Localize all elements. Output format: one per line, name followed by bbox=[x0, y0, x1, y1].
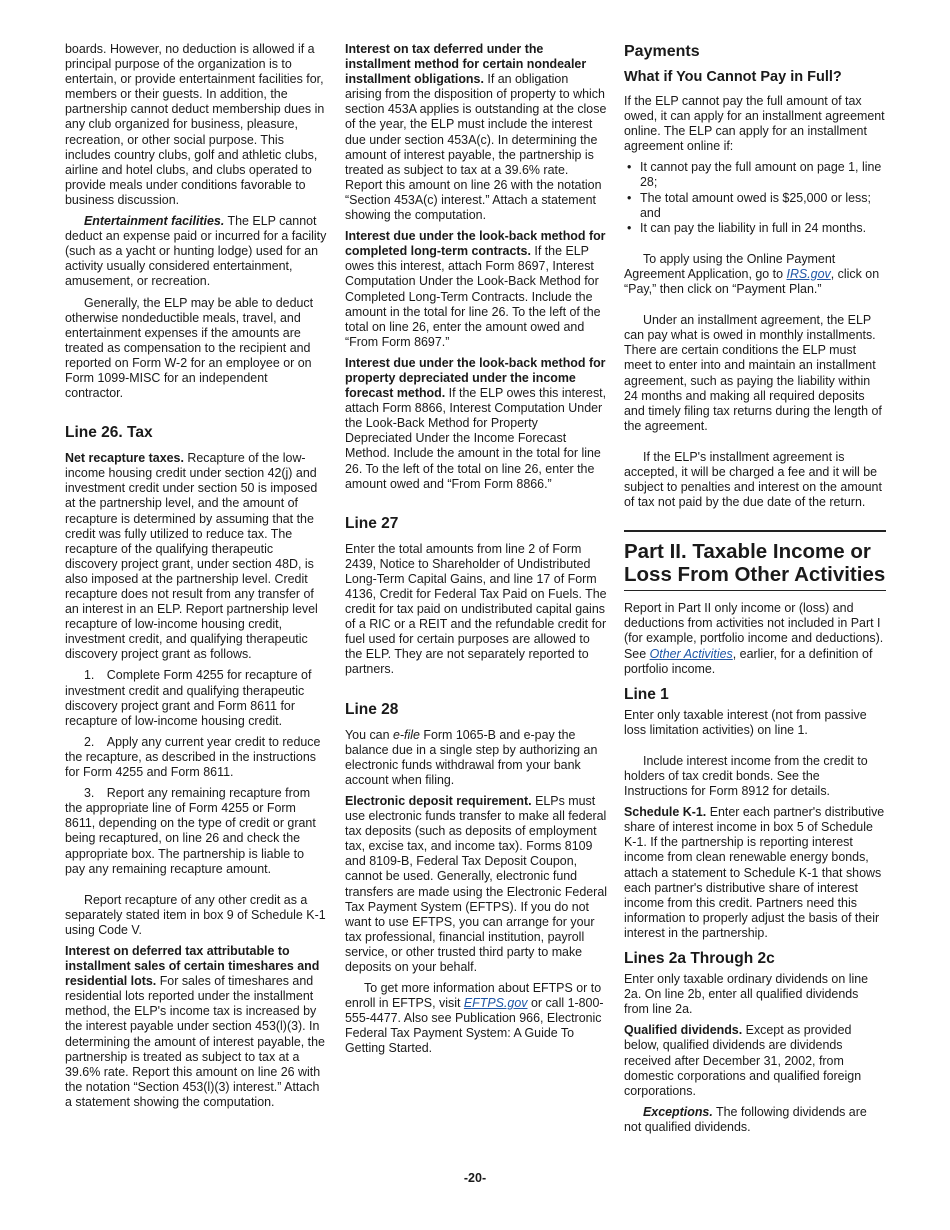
eftps-link[interactable]: EFTPS.gov bbox=[463, 996, 528, 1011]
heading-lines-2a-2c: Lines 2a Through 2c bbox=[624, 950, 775, 968]
run-in-heading: Schedule K-1. bbox=[624, 805, 707, 820]
step-2: 2. Apply any current year credit to reduce the recapture, as described in the instructions for Form 4255 and Form 8611. bbox=[65, 734, 321, 780]
paragraph-installment-fee: If the ELP's installment agreement is accepted, it will be charged a fee and it will be subject to penalties and interest on the amount of tax not paid by the due date of the return. bbox=[624, 449, 882, 510]
paragraph-ordinary-dividends: Enter only taxable ordinary dividends on line 2a. On line 2b, enter all qualified dividends from line 2a. bbox=[624, 972, 869, 1017]
irs-gov-link[interactable]: IRS.gov bbox=[786, 266, 831, 281]
run-in-heading: Interest due under the look-back method for completed long-term contracts. bbox=[345, 229, 606, 259]
paragraph-lookback-contracts: Interest due under the look-back method for completed long-term contracts. If the ELP owes this interest, attach Form 8697, Interest Computation Under the Look-Back Method for Completed Long-Term Contracts. Include the amount in the total for line 26. To the left of the total on line 26, enter the amount owed and “From Form 8697.” bbox=[345, 229, 606, 349]
paragraph-qualified-dividends: Qualified dividends. Except as provided below, qualified dividends are dividends received after December 31, 2002, from domestic corporations and qualified foreign corporations. bbox=[624, 1023, 862, 1098]
paragraph-eftps-info: To get more information about EFTPS or to enroll in EFTPS, visit EFTPS.gov or call 1-800-555-4477. Also see Publication 966, Electronic Federal Tax Payment System: A Guide To Getting Started. bbox=[345, 981, 604, 1056]
list-item: • It cannot pay the full amount on page 1, line 28; bbox=[624, 160, 886, 190]
paragraph-part-ii-intro: Report in Part II only income or (loss) and deductions from activities not included in Part I (for example, portfolio income and deductions). See Other Activities, earlier, for a definition of portfolio income. bbox=[624, 601, 884, 676]
paragraph-tax-credit-bonds: Include interest income from the credit to holders of tax credit bonds. See the Instructions for Form 8912 for details. bbox=[624, 753, 868, 799]
heading-line-27: Line 27 bbox=[345, 514, 399, 532]
column-right bbox=[624, 42, 886, 1141]
heading-line-26-tax: Line 26. Tax bbox=[65, 424, 153, 442]
paragraph-timeshare-interest: Interest on deferred tax attributable to installment sales of certain timeshares and residential lots. For sales of timeshares and residential lots reported under the installment method, the ELP's income tax is increased by the interest payable under section 453(l)(3). In determining the amount of interest payable, the partnership is treated as subject to tax at a 39.6% rate. Report this amount on line 26 with the notation “Section 453(l)(3) interest.” Attach a statement showing the computation. bbox=[65, 943, 325, 1109]
paragraph-installment-interest: Interest on tax deferred under the installment method for certain nondealer installment obligations. If an obligation arising from the disposition of property to which section 453A applies is outstanding at the close of the year, the ELP must include the interest due under section 453A(c). In determining the amount of interest payable, the partnership is treated as subject to tax at a 39.6% rate. Report this amount on line 26 with the notation “Section 453A(c) interest.” Attach a statement showing the computation. bbox=[345, 42, 607, 223]
paragraph-entertainment-facilities: Entertainment facilities. The ELP cannot deduct an expense paid or incurred for a facility (such as a yacht or hunting lodge) used for an activity usually considered entertainment, amusement, or recreation. bbox=[65, 214, 327, 289]
heading-line-28: Line 28 bbox=[345, 700, 399, 718]
paragraph-line-1: Enter only taxable interest (not from passive loss limitation activities) on line 1. bbox=[624, 707, 867, 737]
paragraph-entertainment-dues: boards. However, no deduction is allowed if a principal purpose of the organization is to entertain, or provide entertainment facilities for, members or their guests. In addition, the partnership cannot deduct membership dues in any club organized for business, pleasure, recreation, or other social purpose. This includes country clubs, golf and athletic clubs, airline and hotel clubs, and clubs operated to provide meals under conditions favorable to business discussion. bbox=[65, 42, 325, 207]
list-item: • It can pay the liability in full in 24 months. bbox=[624, 221, 886, 236]
run-in-heading: Entertainment facilities. bbox=[84, 214, 225, 229]
other-activities-link[interactable]: Other Activities bbox=[649, 646, 733, 661]
heading-part-ii: Part II. Taxable Income or Loss From Other Activities bbox=[624, 540, 886, 587]
step-3: 3. Report any remaining recapture from the appropriate line of Form 4255 or Form 8611, depending on the type of credit or grant being recaptured, on line 26 and check the appropriate box. The partnership is liable to pay any remaining recapture amount. bbox=[65, 786, 316, 876]
installment-conditions-list bbox=[624, 160, 886, 235]
column-left bbox=[65, 42, 327, 1116]
run-in-heading: Exceptions. bbox=[643, 1104, 713, 1119]
paragraph-net-recapture-taxes: Net recapture taxes. Recapture of the low-income housing credit under section 42(j) and investment credit under section 50 is imposed at the partnership level, and the amount of recapture is determined by assuming that the credit was fully utilized to reduce tax. The recapture of the qualifying therapeutic discovery project grant, under section 48D, is also imposed at the partnership level. Credit recapture does not result from any transfer of an interest in an ELP. Report partnership level recapture of low-income housing credit, investment credit, and qualifying therapeutic discovery project grant as follows. bbox=[65, 451, 318, 662]
paragraph-schedule-k1: Schedule K-1. Enter each partner's distributive share of interest income in box 5 of Schedule K-1. If the partnership is reporting interest income from clean renewable energy bonds, attach a statement to Schedule K-1 that shows each partner's distributive share of interest income from this credit. Partners need this information to properly adjust the basis of their interest in the partnership. bbox=[624, 805, 885, 940]
heading-payments: Payments bbox=[624, 43, 700, 60]
paragraph-efile: You can e-file Form 1065-B and e-pay the balance due in a single step by authorizing an electronic funds withdrawal from your bank account when filing. bbox=[345, 727, 598, 787]
paragraph-exceptions: Exceptions. The following dividends are not qualified dividends. bbox=[624, 1104, 867, 1134]
page-number: -20- bbox=[463, 1171, 487, 1185]
paragraph-online-payment-agreement: To apply using the Online Payment Agreement Application, go to IRS.gov, click on “Pay,” then click on “Payment Plan.” bbox=[624, 251, 880, 297]
step-1: 1. Complete Form 4255 for recapture of investment credit and qualifying therapeutic discovery project grant and Form 8611 for recapture of low-income housing credit. bbox=[65, 668, 312, 728]
paragraph-nondeductible-meals: Generally, the ELP may be able to deduct otherwise nondeductible meals, travel, and entertainment expenses if the amounts are treated as compensation to the recipient and reported on Form W-2 for an employee or on Form 1099-MISC for an independent contractor. bbox=[65, 295, 314, 401]
list-item: • The total amount owed is $25,000 or less; and bbox=[624, 191, 886, 221]
run-in-heading: Electronic deposit requirement. bbox=[345, 793, 532, 808]
paragraph-electronic-deposit: Electronic deposit requirement. ELPs must use electronic funds transfer to make all federal tax deposits (such as deposits of employment tax, excise tax, and income tax). Forms 8109 and 8109-B, Federal Tax Deposit Coupon, cannot be used. Generally, electronic fund transfers are made using the Electronic Federal Tax Payment System (EFTPS). If you do not want to use EFTPS, you can arrange for your tax professional, financial institution, payroll service, or other trusted third party to make deposits on your behalf. bbox=[345, 793, 608, 974]
paragraph-line-27: Enter the total amounts from line 2 of Form 2439, Notice to Shareholder of Undistributed Long-Term Capital Gains, and line 17 of Form 4136, Credit for Federal Tax Paid on Fuels. The credit for tax paid on undistributed capital gains of a RIC or a REIT and the refundable credit for fuel used for certain purposes are allowed to the ELP. They are not separately reported to partners. bbox=[345, 541, 607, 677]
run-in-heading: Interest due under the look-back method for property depreciated under the income forecast method. bbox=[345, 355, 606, 401]
heading-cannot-pay-in-full: What if You Cannot Pay in Full? bbox=[624, 69, 842, 85]
run-in-heading: Net recapture taxes. bbox=[65, 451, 184, 466]
run-in-heading: Interest on deferred tax attributable to installment sales of certain timeshares and residential lots. bbox=[65, 943, 320, 989]
part-ii-banner bbox=[624, 530, 886, 591]
paragraph-installment-agreement: Under an installment agreement, the ELP can pay what is owed in monthly installments. There are certain conditions the ELP must meet to enter into and maintain an installment agreement, such as paying the liability within 24 months and making all required deposits and timely filing tax returns during the length of the agreement. bbox=[624, 313, 882, 433]
paragraph-other-credit-recapture: Report recapture of any other credit as a separately stated item in box 9 of Schedule K-1 using Code V. bbox=[65, 892, 326, 937]
run-in-heading: Qualified dividends. bbox=[624, 1023, 743, 1038]
paragraph-lookback-income-forecast: Interest due under the look-back method for property depreciated under the income forecast method. If the ELP owes this interest, attach Form 8866, Interest Computation Under the Look-Back Method for Property Depreciated Under the Income Forecast Method. Include the amount in the total for line 26. To the left of the total on line 26, enter the amount owed and “From Form 8866.” bbox=[345, 355, 607, 491]
column-middle bbox=[345, 42, 607, 1063]
paragraph-installment-online: If the ELP cannot pay the full amount of tax owed, it can apply for an installment agreement online. The ELP can apply for an installment agreement online if: bbox=[624, 94, 885, 154]
run-in-heading: Interest on tax deferred under the installment method for certain nondealer installment obligations. bbox=[345, 42, 587, 87]
heading-line-1: Line 1 bbox=[624, 685, 669, 703]
